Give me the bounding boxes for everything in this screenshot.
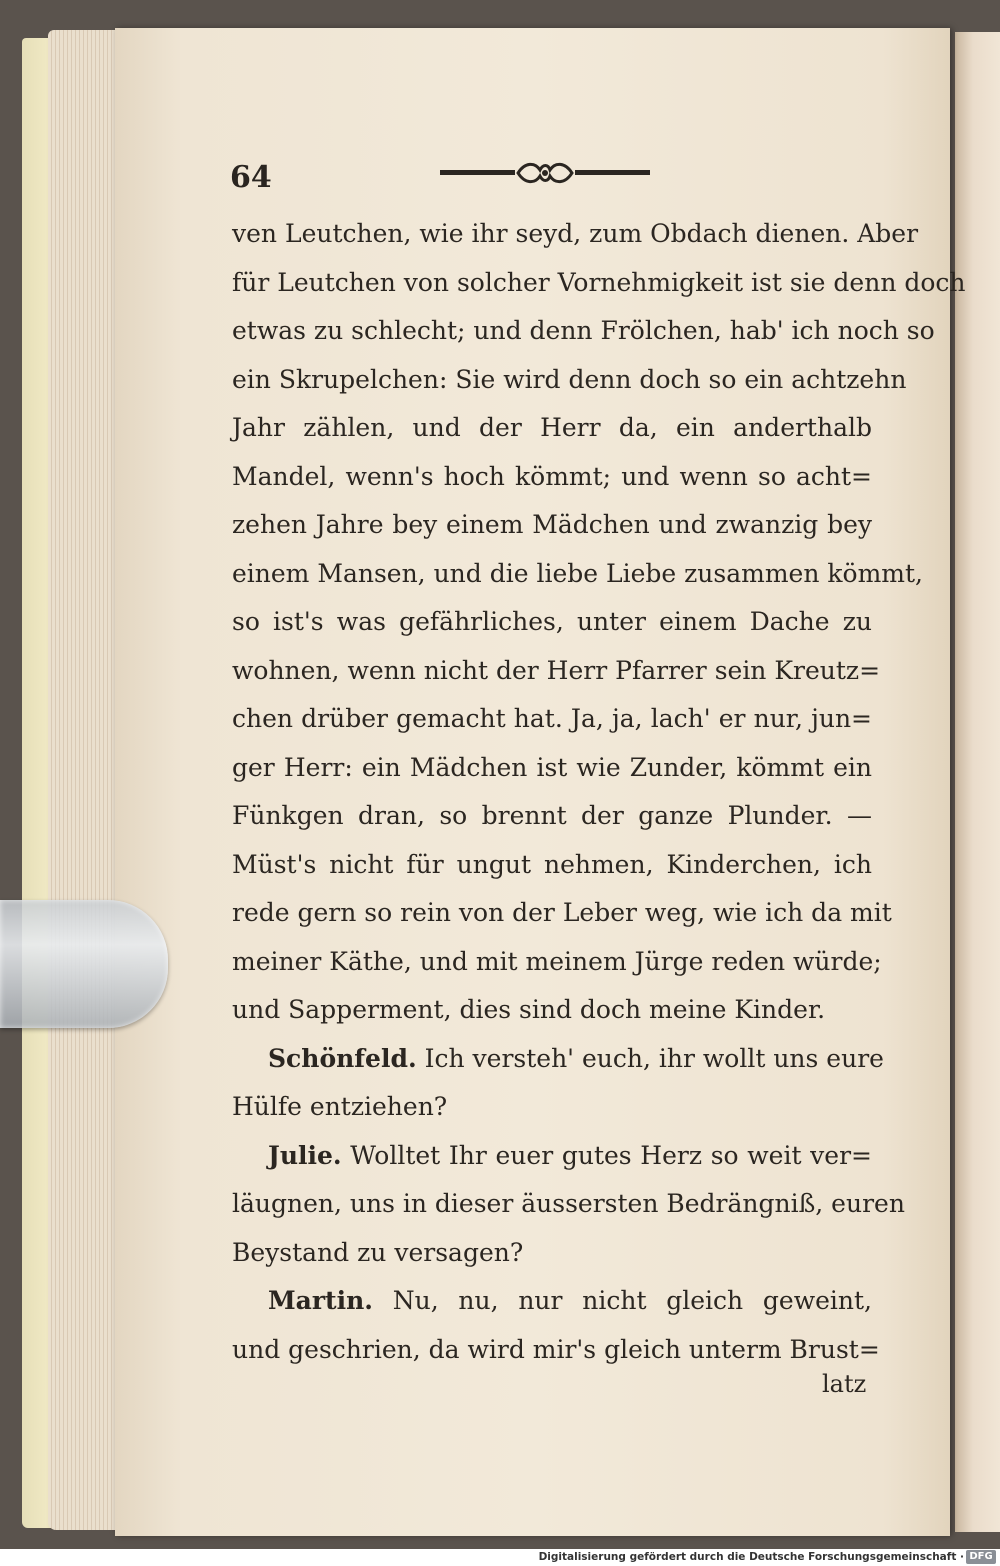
dfg-logo: DFG bbox=[966, 1550, 996, 1564]
text-line bbox=[232, 1229, 872, 1278]
text-line bbox=[232, 792, 872, 841]
text-line bbox=[232, 695, 872, 744]
speaker-name: Martin. bbox=[268, 1286, 373, 1315]
text-line bbox=[232, 404, 872, 453]
speaker-name: Julie. bbox=[268, 1140, 342, 1170]
line-text: rede gern so rein von der Leber weg, wie ich da mit bbox=[232, 898, 892, 927]
line-text: und Sapperment, dies sind doch meine Kinder. bbox=[232, 995, 826, 1024]
line-text: Mandel, wenn's hoch kömmt; und wenn so acht= bbox=[232, 461, 872, 491]
line-text: wohnen, wenn nicht der Herr Pfarrer sein Kreutz= bbox=[232, 655, 881, 685]
line-text: chen drüber gemacht hat. Ja, ja, lach' er nur, jun= bbox=[232, 704, 872, 733]
line-text: ein Skrupelchen: Sie wird denn doch so ein achtzehn bbox=[232, 364, 907, 394]
speaker-name: Schönfeld. bbox=[268, 1043, 417, 1073]
line-text: Müst's nicht für ungut nehmen, Kinderchen, ich bbox=[232, 849, 872, 879]
page-text bbox=[232, 210, 966, 1374]
funding-credit: Digitalisierung gefördert durch die Deutsche Forschungsgemeinschaft · bbox=[538, 1551, 964, 1563]
text-line bbox=[232, 841, 872, 890]
page-holder-clip bbox=[0, 900, 168, 1028]
text-line bbox=[232, 986, 872, 1035]
facing-page-edge bbox=[955, 32, 1000, 1532]
text-line bbox=[232, 453, 872, 502]
line-text: etwas zu schlecht; und denn Frölchen, hab' ich noch so bbox=[232, 316, 935, 345]
line-text: Wolltet Ihr euer gutes Herz so weit ver= bbox=[350, 1140, 872, 1170]
header-ornament bbox=[440, 158, 650, 188]
text-line bbox=[232, 889, 892, 938]
line-text: Ich versteh' euch, ihr wollt uns eure bbox=[424, 1043, 884, 1073]
line-text: ger Herr: ein Mädchen ist wie Zunder, kömmt ein bbox=[232, 752, 872, 782]
text-line bbox=[232, 259, 966, 308]
text-line bbox=[232, 647, 881, 696]
text-line bbox=[232, 1326, 880, 1375]
page-number: 64 bbox=[230, 160, 272, 195]
line-text: Nu, nu, nur nicht gleich geweint, bbox=[392, 1286, 872, 1315]
line-text: und geschrien, da wird mir's gleich unterm Brust= bbox=[232, 1334, 880, 1364]
line-text: für Leutchen von solcher Vornehmigkeit ist sie denn doch bbox=[232, 267, 966, 297]
text-line bbox=[232, 938, 882, 987]
line-text: ven Leutchen, wie ihr seyd, zum Obdach dienen. Aber bbox=[232, 219, 919, 248]
text-line bbox=[232, 550, 923, 599]
catchword: latz bbox=[822, 1370, 867, 1398]
line-text: läugnen, uns in dieser äussersten Bedrängniß, euren bbox=[232, 1189, 905, 1218]
line-text: Jahr zählen, und der Herr da, ein anderthalb bbox=[232, 413, 872, 442]
text-line bbox=[232, 307, 935, 356]
line-text: einem Mansen, und die liebe Liebe zusammen kömmt, bbox=[232, 558, 923, 588]
line-text: Beystand zu versagen? bbox=[232, 1237, 524, 1267]
text-line bbox=[232, 744, 872, 793]
line-text: so ist's was gefährliches, unter einem Dache zu bbox=[232, 607, 872, 636]
line-text: Fünkgen dran, so brennt der ganze Plunder. — bbox=[232, 801, 872, 830]
text-line bbox=[232, 1180, 905, 1229]
line-text: meiner Käthe, und mit meinem Jürge reden würde; bbox=[232, 946, 882, 976]
text-line bbox=[232, 1277, 872, 1326]
text-line bbox=[232, 1035, 884, 1084]
text-line bbox=[232, 210, 919, 259]
text-line bbox=[232, 1132, 872, 1181]
text-line bbox=[232, 356, 907, 405]
line-text: Hülfe entziehen? bbox=[232, 1092, 448, 1121]
line-text: zehen Jahre bey einem Mädchen und zwanzig bey bbox=[232, 510, 872, 539]
text-line bbox=[232, 1083, 872, 1132]
text-line bbox=[232, 598, 872, 647]
text-line bbox=[232, 501, 872, 550]
